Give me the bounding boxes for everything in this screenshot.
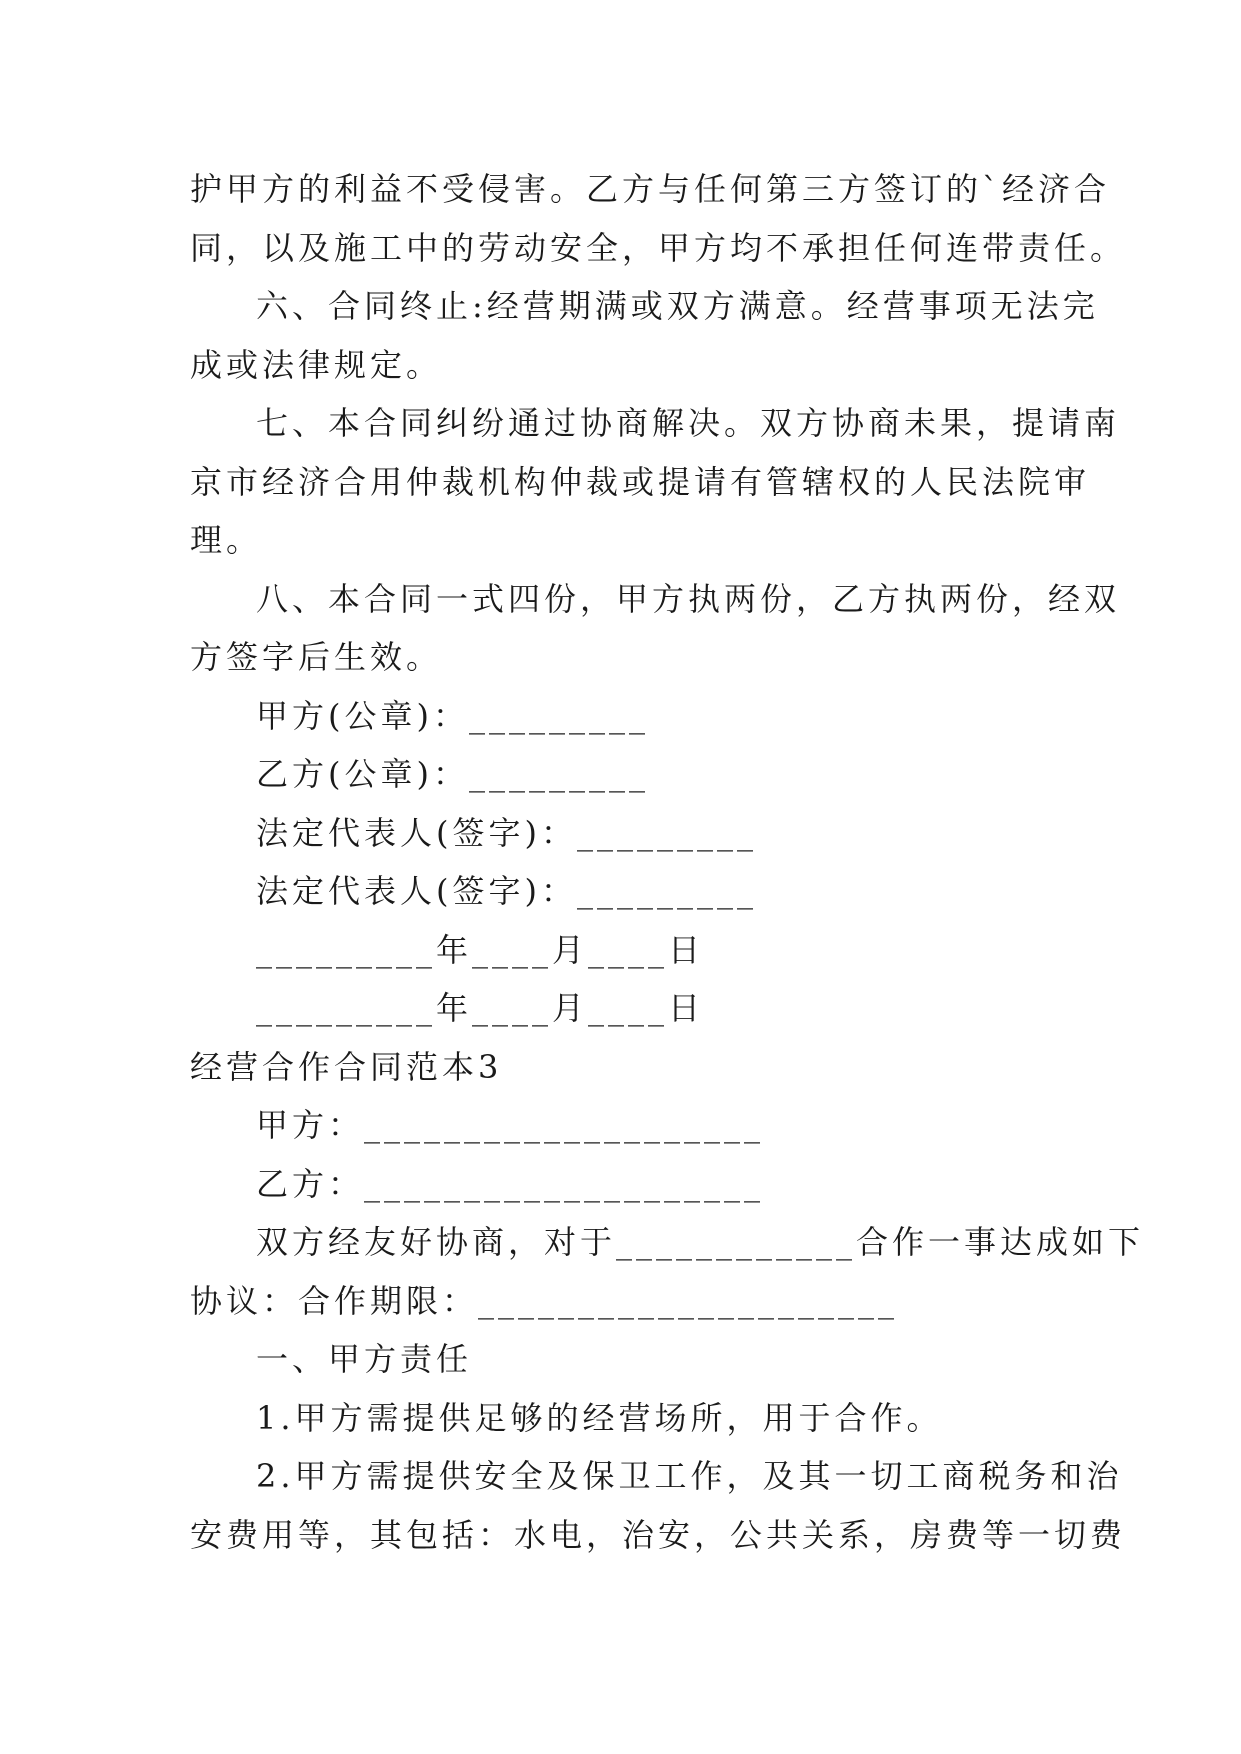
agreement-intro-line: 双方经友好协商，对于____________合作一事达成如下 [256, 1223, 1145, 1261]
text-line: 成或法律规定。 [190, 345, 443, 384]
date-field: _________年____月____日 [256, 930, 705, 969]
text-line: 方签字后生效。 [190, 638, 443, 676]
party-a-field: 甲方：____________________ [256, 1106, 765, 1144]
clause-six-line: 六、合同终止:经营期满或双方满意。经营事项无法完 [256, 287, 1099, 325]
clause-eight-line: 八、本合同一式四份，甲方执两份，乙方执两份，经双 [256, 579, 1121, 618]
legal-rep-signature-field: 法定代表人(签字)：_________ [256, 813, 757, 852]
duty-item-line: 2.甲方需提供安全及保卫工作，及其一切工商税务和治 [256, 1457, 1123, 1495]
party-a-seal-field: 甲方(公章)：_________ [256, 696, 649, 735]
clause-seven-line: 七、本合同纠纷通过协商解决。双方协商未果，提请南 [256, 404, 1121, 442]
text-line: 安费用等，其包括：水电，治安，公共关系，房费等一切费 [190, 1515, 1127, 1554]
party-b-seal-field: 乙方(公章)：_________ [256, 755, 649, 793]
text-line: 京市经济合用仲裁机构仲裁或提请有管辖权的人民法院审 [190, 462, 1091, 501]
section-heading: 经营合作合同范本3 [190, 1047, 503, 1086]
text-line: 护甲方的利益不受侵害。乙方与任何第三方签订的`经济合 [190, 170, 1111, 208]
text-line: 理。 [190, 521, 263, 559]
legal-rep-signature-field: 法定代表人(签字)：_________ [256, 872, 757, 910]
party-b-field: 乙方：____________________ [256, 1164, 765, 1203]
duty-item-line: 1.甲方需提供足够的经营场所，用于合作。 [256, 1398, 943, 1437]
document-body [190, 160, 1145, 1564]
date-field: _________年____月____日 [256, 989, 705, 1027]
cooperation-term-field: 协议：合作期限：_____________________ [190, 1281, 899, 1320]
text-line: 同，以及施工中的劳动安全，甲方均不承担任何连带责任。 [190, 228, 1127, 267]
party-a-duties-heading: 一、甲方责任 [256, 1340, 473, 1378]
